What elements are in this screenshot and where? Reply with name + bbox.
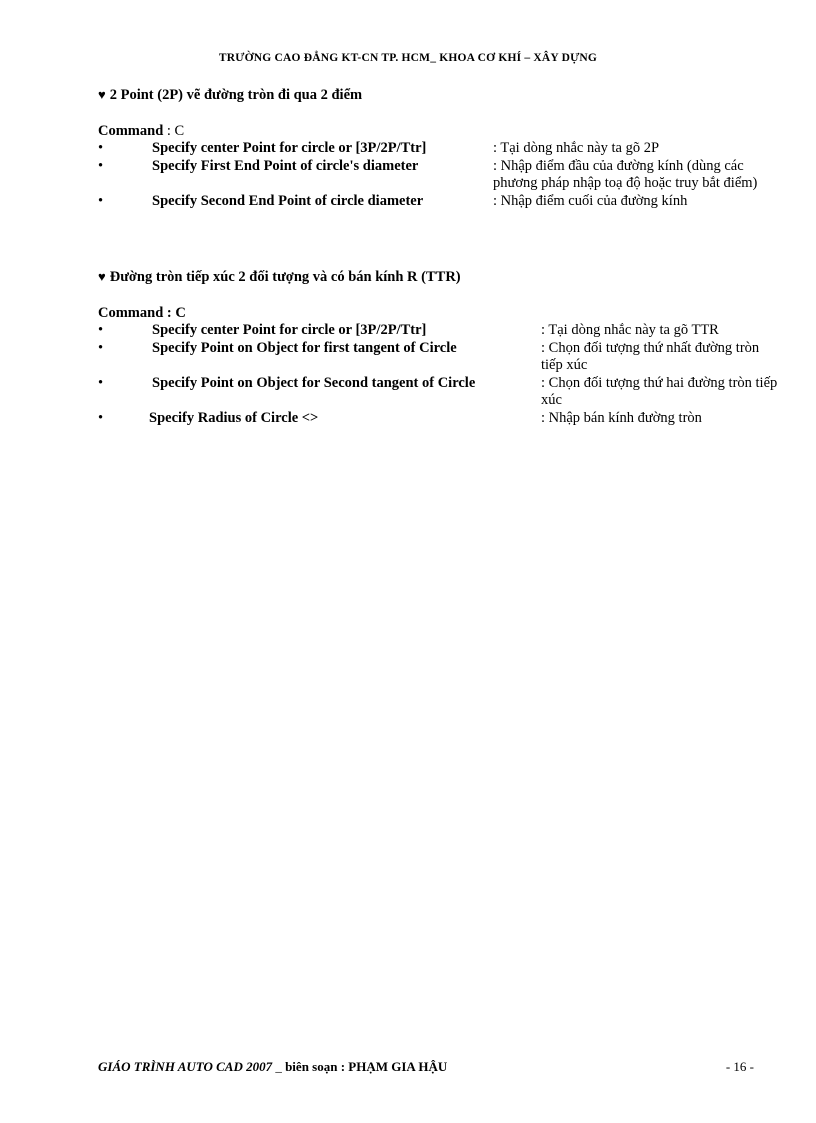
prompt-text: Specify Radius of Circle <> bbox=[149, 409, 319, 426]
heart-icon: ♥ bbox=[98, 269, 106, 284]
command-label: Command : C bbox=[98, 305, 186, 321]
bullet-icon: • bbox=[98, 409, 104, 426]
list-item bbox=[98, 158, 778, 193]
footer-author: biên soạn : PHẠM GIA HẬU bbox=[285, 1059, 448, 1074]
section-title: 2 Point (2P) vẽ đường tròn đi qua 2 điểm bbox=[109, 87, 363, 103]
list-item bbox=[98, 375, 778, 410]
list-item bbox=[98, 193, 778, 211]
section-heading bbox=[98, 268, 778, 286]
command-line bbox=[98, 304, 778, 322]
note-text: : Tại dòng nhắc này ta gõ TTR bbox=[541, 322, 719, 338]
list-item bbox=[98, 340, 778, 375]
prompt-text: Specify center Point for circle or [3P/2P/Ttr] bbox=[152, 322, 427, 338]
footer-title: GIÁO TRÌNH AUTO CAD 2007 bbox=[98, 1059, 273, 1074]
command-value: : C bbox=[163, 123, 185, 139]
bullet-icon: • bbox=[98, 339, 104, 356]
page-header: TRƯỜNG CAO ĐẲNG KT-CN TP. HCM_ KHOA CƠ KHÍ – XÂY DỰNG bbox=[218, 52, 598, 64]
note-text: : Nhập bán kính đường tròn bbox=[541, 409, 702, 426]
bullet-icon: • bbox=[98, 140, 104, 156]
section-title: Đường tròn tiếp xúc 2 đối tượng và có bán kính R (TTR) bbox=[109, 269, 461, 285]
heart-icon: ♥ bbox=[98, 87, 106, 102]
list-item bbox=[98, 410, 778, 428]
prompt-text: Specify Point on Object for Second tangent of Circle bbox=[152, 374, 476, 391]
prompt-text: Specify Second End Point of circle diameter bbox=[152, 192, 424, 209]
bullet-icon: • bbox=[98, 157, 104, 174]
prompt-text: Specify Point on Object for first tangent of Circle bbox=[152, 339, 457, 356]
bullet-icon: • bbox=[98, 322, 104, 338]
page-number: - 16 - bbox=[725, 1059, 754, 1074]
prompt-text: Specify First End Point of circle's diameter bbox=[152, 157, 419, 174]
prompt-text: Specify center Point for circle or [3P/2P/Ttr] bbox=[152, 140, 427, 156]
section-heading bbox=[98, 86, 778, 104]
list-item bbox=[98, 140, 778, 158]
page-footer bbox=[98, 1059, 754, 1075]
bullet-icon: • bbox=[98, 192, 104, 209]
note-text: : Nhập điểm đầu của đường kính (dùng các phương pháp nhập toạ độ hoặc truy bắt điểm) bbox=[493, 157, 758, 191]
note-text: : Tại dòng nhắc này ta gõ 2P bbox=[493, 140, 660, 156]
command-label: Command bbox=[98, 123, 164, 139]
list-item bbox=[98, 322, 778, 340]
bullet-icon: • bbox=[98, 374, 104, 391]
note-text: : Chọn đối tượng thứ nhất đường tròn tiếp xúc bbox=[541, 339, 760, 373]
command-line bbox=[98, 122, 778, 140]
note-text: : Chọn đối tượng thứ hai đường tròn tiếp xúc bbox=[541, 374, 778, 408]
section-2p bbox=[98, 86, 778, 210]
section-ttr bbox=[98, 268, 778, 427]
footer-separator: _ bbox=[272, 1059, 286, 1074]
note-text: : Nhập điểm cuối của đường kính bbox=[493, 192, 688, 209]
